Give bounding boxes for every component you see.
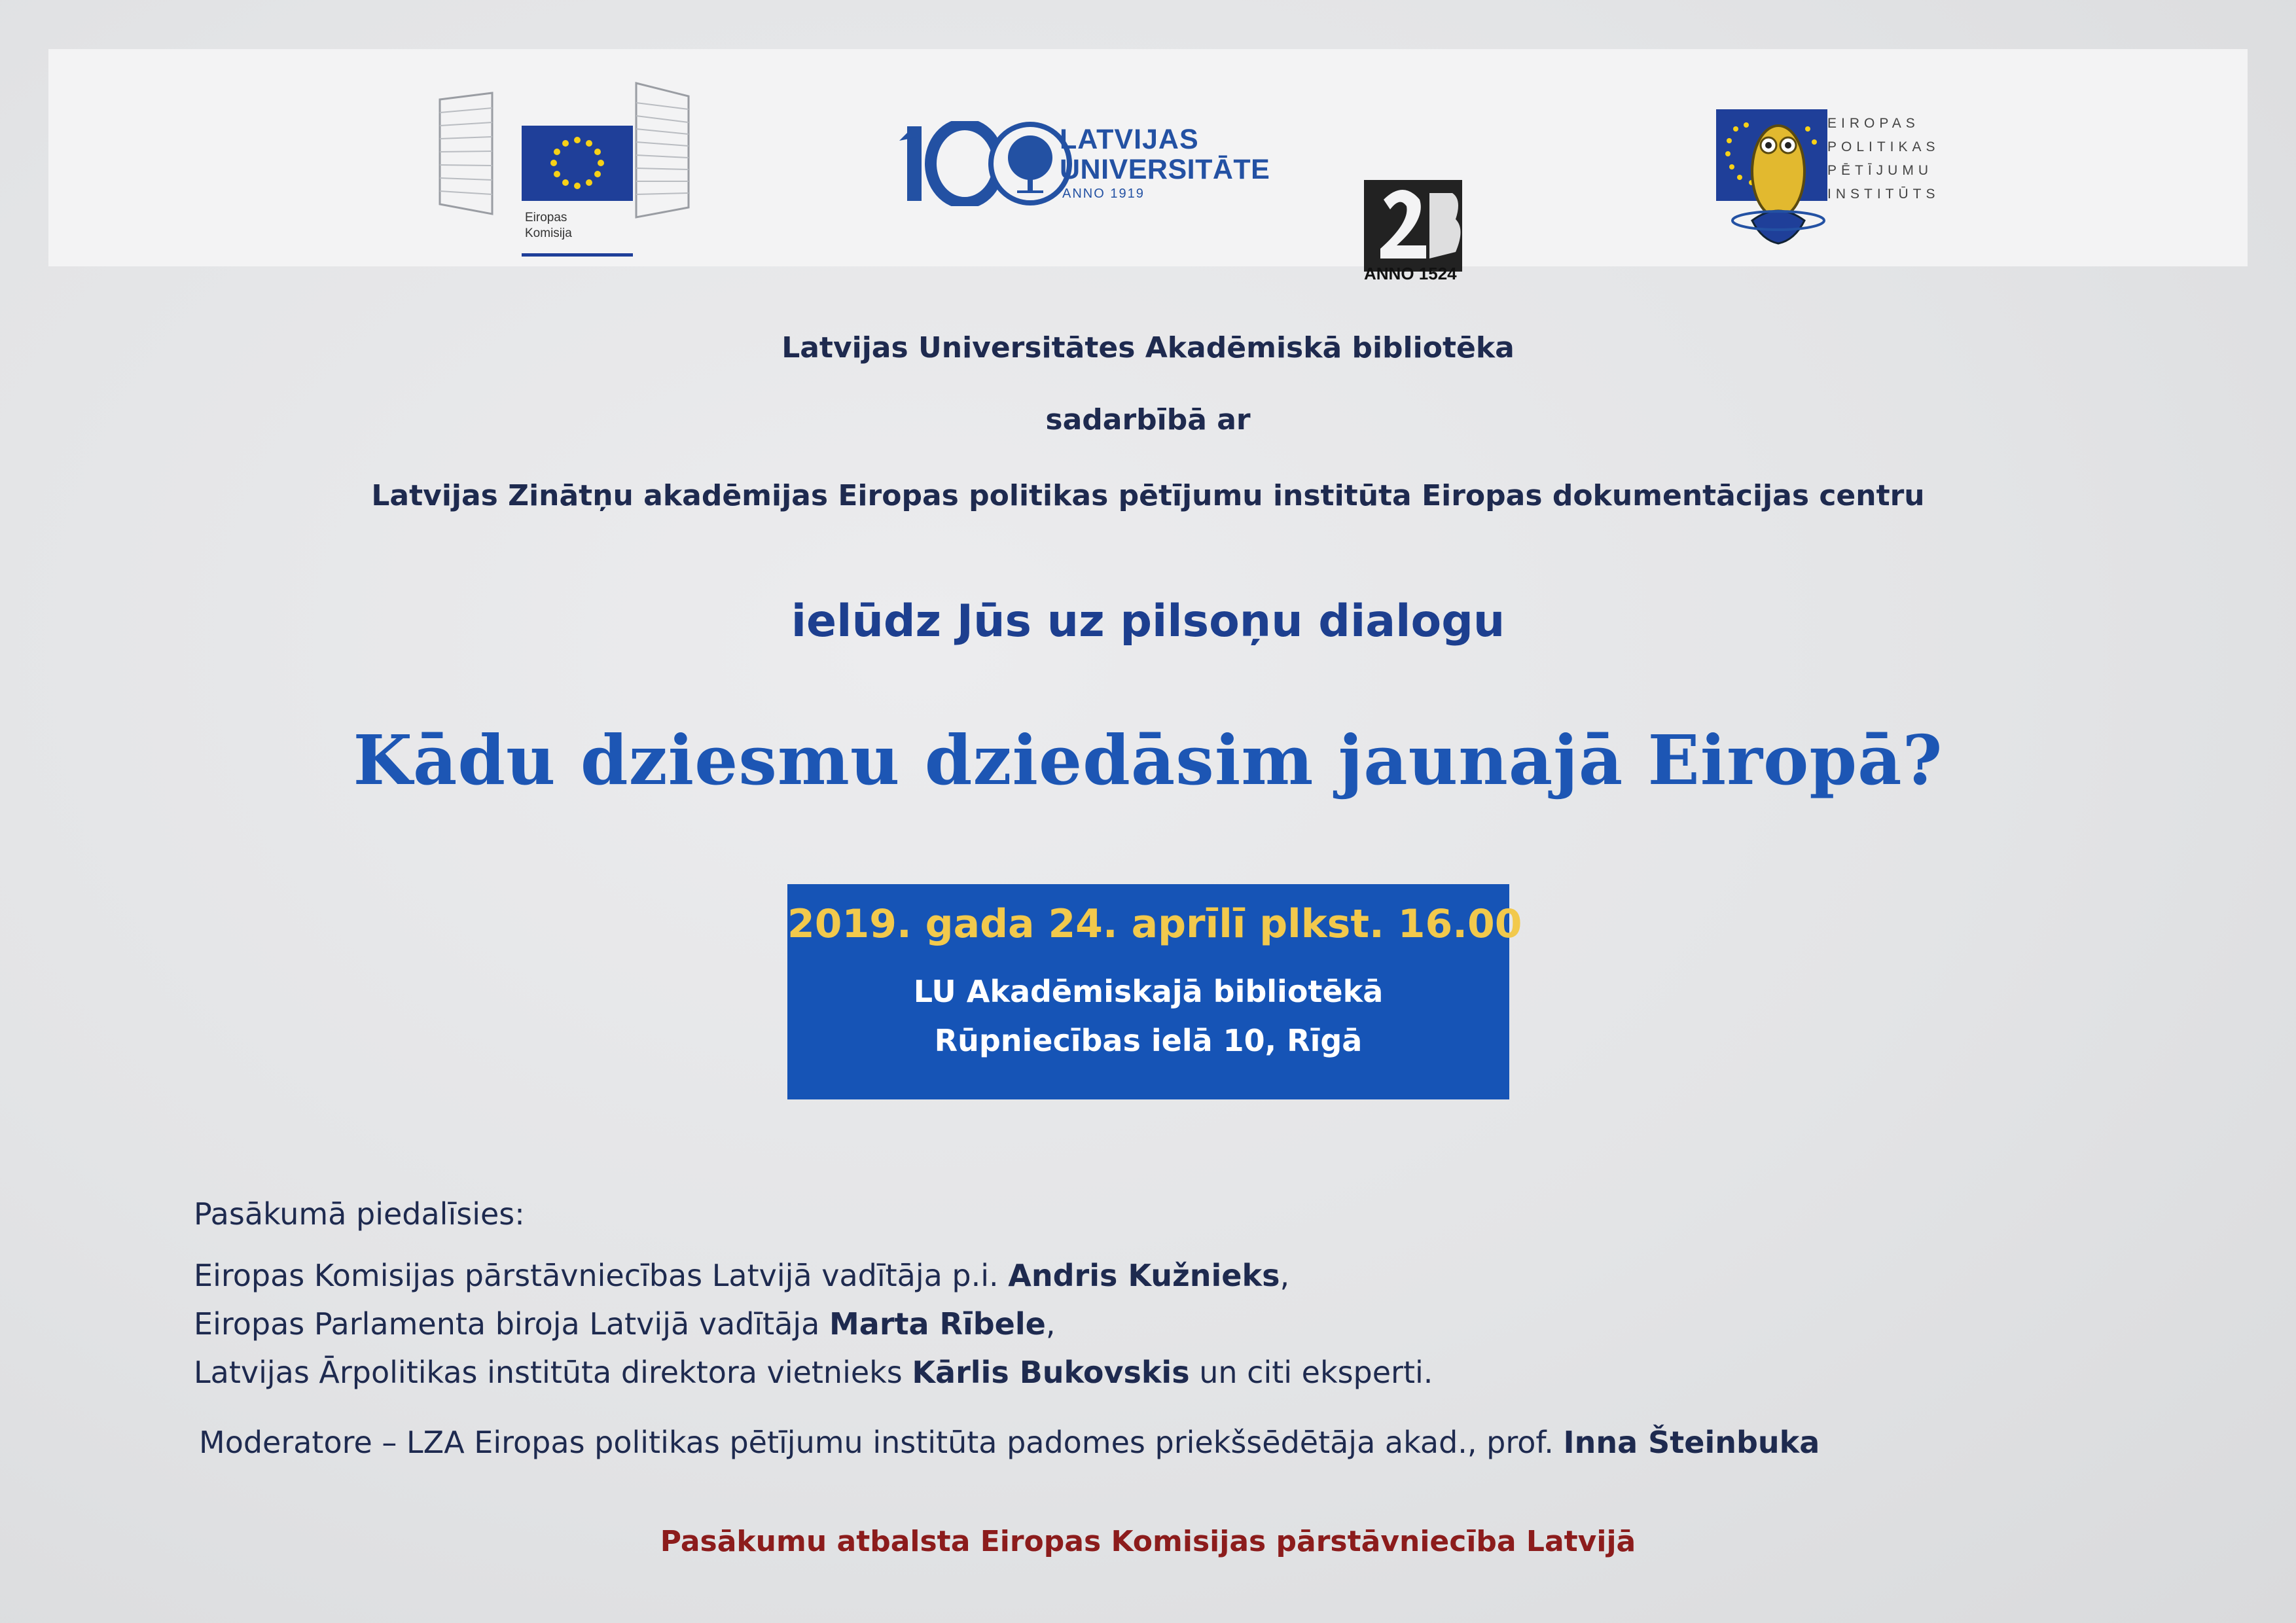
eppi-logo-text — [1827, 112, 1971, 206]
lu-logo-line1: LATVIJAS — [1060, 124, 1199, 155]
participant-line — [194, 1258, 1289, 1293]
organizer-line: Latvijas Universitātes Akadēmiskā bibliotēka — [781, 331, 1515, 365]
event-datetime: 2019. gada 24. aprīlī plkst. 16.00 — [787, 901, 1522, 947]
participant-suffix: , — [1280, 1258, 1290, 1293]
participants-intro: Pasākumā piedalīsies: — [194, 1196, 525, 1232]
event-details-box — [787, 884, 1522, 1099]
cooperation-line: sadarbībā ar — [1045, 403, 1251, 437]
participant-name: Andris Kužnieks — [1008, 1258, 1280, 1293]
participant-name: Kārlis Bukovskis — [912, 1355, 1190, 1390]
moderator-role: Moderatore – LZA Eiropas politikas pētījumu institūta padomes priekšsēdētāja akad., prof. — [199, 1425, 1564, 1460]
european-commission-logo — [420, 63, 728, 260]
logo-band — [48, 49, 2248, 283]
eppi-logo-line2: POLITIKAS — [1827, 139, 1940, 154]
participant-suffix: , — [1045, 1306, 1056, 1342]
anno-1524-emblem-icon — [1357, 173, 1469, 278]
participant-role: Latvijas Ārpolitikas institūta direktora vietnieks — [194, 1355, 912, 1390]
eppi-logo-line4: INSTITŪTS — [1827, 187, 1940, 202]
event-address: Rūpniecības ielā 10, Rīgā — [934, 1023, 1363, 1058]
lu-100-logo — [899, 121, 1279, 206]
lu-logo-anno: ANNO 1919 — [1062, 187, 1145, 201]
ec-logo-text-line2: Komisija — [525, 226, 572, 240]
eppi-owl-icon — [1716, 109, 1827, 293]
moderator-line — [199, 1425, 1820, 1460]
eppi-logo — [1716, 109, 1827, 293]
event-venue: LU Akadēmiskajā bibliotēkā — [913, 974, 1384, 1009]
support-footer: Pasākumu atbalsta Eiropas Komisijas pārstāvniecība Latvijā — [660, 1525, 1636, 1558]
eppi-logo-line1: EIROPAS — [1827, 116, 1920, 131]
participant-role: Eiropas Komisijas pārstāvniecības Latvijā vadītāja p.i. — [194, 1258, 1009, 1293]
anno-1524-logo — [1318, 121, 1475, 288]
lu-logo-line2: UNIVERSITĀTE — [1060, 154, 1270, 185]
participant-suffix: un citi eksperti. — [1189, 1355, 1433, 1390]
event-title: Kādu dziesmu dziedāsim jaunajā Eiropā? — [353, 720, 1943, 800]
lu-100-tree-icon — [899, 121, 1076, 206]
invite-line: ielūdz Jūs uz pilsoņu dialogu — [791, 596, 1505, 647]
ec-logo-text-line1: Eiropas — [525, 211, 567, 224]
participant-name: Marta Rībele — [829, 1306, 1046, 1342]
participant-line — [194, 1306, 1055, 1342]
moderator-name: Inna Šteinbuka — [1563, 1425, 1820, 1460]
eppi-logo-line3: PĒTĪJUMU — [1827, 163, 1933, 178]
anno-1524-text: ANNO 1524 — [1364, 264, 1457, 283]
participant-line — [194, 1355, 1433, 1390]
european-commission-building-icon — [420, 63, 728, 260]
participant-role: Eiropas Parlamenta biroja Latvijā vadītāja — [194, 1306, 829, 1342]
partner-line: Latvijas Zinātņu akadēmijas Eiropas politikas pētījumu institūta Eiropas dokumentācijas centru — [371, 479, 1925, 512]
lu-logo-text — [1060, 121, 1282, 206]
